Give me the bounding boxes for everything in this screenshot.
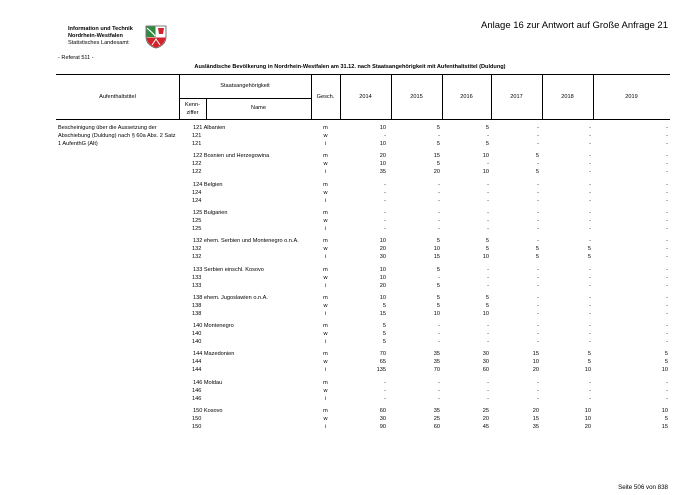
code-cell: 125	[192, 217, 202, 224]
value-cell: 60	[482, 367, 489, 374]
table-group	[56, 209, 670, 233]
value-cell: 10	[379, 125, 386, 131]
value-cell: -	[666, 225, 668, 232]
org-line-2: Nordrhein-Westfalen	[68, 33, 123, 39]
value-cell: 25	[433, 416, 440, 422]
sex-cell: m	[323, 294, 328, 301]
value-cell: 60	[433, 424, 440, 430]
value-cell: -	[666, 387, 668, 394]
value-cell: -	[438, 209, 440, 216]
value-cell: -	[537, 209, 539, 216]
value-cell: -	[384, 225, 386, 232]
value-cell: -	[666, 189, 668, 196]
value-cell: -	[666, 302, 668, 309]
value-cell: 5	[436, 294, 440, 301]
value-cell: -	[537, 323, 539, 330]
code-cell: 122	[192, 161, 202, 168]
code-cell: 122	[192, 169, 202, 176]
value-cell: -	[487, 189, 489, 196]
value-cell: -	[438, 225, 440, 232]
value-cell: -	[589, 169, 591, 176]
value-cell: 5	[436, 266, 440, 273]
sex-cell: i	[324, 310, 327, 317]
value-cell: 35	[532, 424, 539, 430]
col-year-2019: 2019	[625, 94, 638, 100]
value-cell: 10	[433, 310, 440, 317]
value-cell: 5	[485, 294, 489, 301]
value-cell: -	[438, 379, 440, 386]
value-cell: -	[384, 387, 386, 394]
value-cell: 10	[584, 367, 591, 374]
sex-cell: w	[323, 246, 328, 253]
value-cell: -	[666, 197, 668, 204]
value-cell: -	[589, 197, 591, 204]
value-cell: -	[666, 209, 668, 216]
code-cell: 144	[192, 367, 202, 374]
value-cell: 15	[379, 310, 386, 317]
organization-block	[68, 26, 133, 47]
value-cell: -	[487, 266, 489, 273]
value-cell: -	[589, 181, 591, 188]
value-cell: -	[487, 217, 489, 224]
value-cell: 90	[379, 424, 386, 430]
value-cell: -	[438, 395, 440, 402]
value-cell: -	[537, 197, 539, 204]
table-group	[56, 407, 670, 431]
value-cell: 5	[436, 141, 440, 147]
nationality-name: 144 Mazedonien	[193, 351, 235, 358]
value-cell: -	[589, 339, 591, 346]
value-cell: 10	[379, 266, 386, 273]
nationality-name: 125 Bulgarien	[193, 209, 228, 216]
table-group	[56, 124, 670, 148]
page-number: Seite 506 von 838	[618, 484, 668, 491]
value-cell: 30	[482, 359, 489, 366]
value-cell: 20	[379, 282, 386, 289]
col-residence: Aufenthaltstitel	[99, 94, 136, 100]
nationality-name: 138 ehem. Jugoslawien o.n.A.	[193, 294, 268, 301]
table-group	[56, 350, 670, 374]
sex-cell: w	[323, 189, 328, 196]
code-cell: 138	[192, 302, 202, 309]
value-cell: -	[666, 254, 668, 261]
sex-cell: w	[323, 416, 328, 422]
value-cell: -	[589, 323, 591, 330]
value-cell: -	[666, 266, 668, 273]
sex-cell: w	[323, 387, 328, 394]
code-cell: 140	[192, 339, 202, 346]
value-cell: -	[666, 331, 668, 338]
sex-cell: i	[324, 254, 327, 261]
value-cell: -	[438, 189, 440, 196]
value-cell: -	[589, 387, 591, 394]
value-cell: -	[384, 181, 386, 188]
value-cell: -	[487, 387, 489, 394]
value-cell: 5	[587, 246, 591, 253]
value-cell: -	[666, 282, 668, 289]
value-cell: 15	[433, 153, 440, 160]
value-cell: -	[666, 217, 668, 224]
sex-cell: m	[323, 181, 328, 188]
value-cell: -	[666, 161, 668, 168]
nationality-name: 124 Belgien	[193, 181, 223, 188]
sex-cell: i	[324, 395, 327, 402]
value-cell: -	[438, 274, 440, 281]
value-cell: -	[537, 225, 539, 232]
value-cell: 5	[485, 125, 489, 131]
reference-label: - Referat 511 -	[58, 55, 94, 61]
org-line-3: Statistisches Landesamt	[68, 40, 129, 46]
sex-cell: i	[324, 339, 327, 346]
org-line-1: Information und Technik	[68, 26, 133, 32]
value-cell: 65	[379, 359, 386, 366]
sex-cell: i	[324, 197, 327, 204]
value-cell: 10	[379, 161, 386, 168]
value-cell: 5	[664, 359, 668, 366]
value-cell: 5	[535, 153, 539, 160]
value-cell: -	[589, 225, 591, 232]
value-cell: 35	[379, 169, 386, 176]
value-cell: -	[589, 274, 591, 281]
sex-cell: m	[323, 153, 328, 160]
value-cell: -	[438, 197, 440, 204]
value-cell: -	[438, 181, 440, 188]
value-cell: 10	[379, 294, 386, 301]
value-cell: -	[438, 387, 440, 394]
sex-cell: w	[323, 331, 328, 338]
col-year-2014: 2014	[359, 94, 372, 100]
value-cell: 10	[379, 141, 386, 147]
value-cell: -	[537, 282, 539, 289]
value-cell: -	[666, 323, 668, 330]
value-cell: -	[589, 282, 591, 289]
nationality-name: 122 Bosnien und Herzegowina	[193, 153, 270, 160]
value-cell: 10	[584, 408, 591, 414]
table-group	[56, 322, 670, 346]
nationality-name: 146 Moldau	[193, 379, 223, 386]
value-cell: -	[537, 294, 539, 301]
code-cell: 121	[192, 133, 202, 139]
code-cell: 132	[192, 254, 202, 261]
value-cell: -	[384, 133, 386, 139]
value-cell: 10	[379, 238, 386, 245]
value-cell: -	[589, 379, 591, 386]
col-code: Kenn- ziffer	[185, 102, 200, 116]
value-cell: -	[537, 387, 539, 394]
col-year-2018: 2018	[561, 94, 574, 100]
value-cell: -	[537, 302, 539, 309]
value-cell: 10	[433, 246, 440, 253]
value-cell: -	[589, 310, 591, 317]
value-cell: -	[537, 395, 539, 402]
col-year-2015: 2015	[410, 94, 423, 100]
col-year-2016: 2016	[460, 94, 473, 100]
value-cell: -	[589, 238, 591, 245]
value-cell: 5	[436, 238, 440, 245]
value-cell: 35	[433, 351, 440, 358]
value-cell: -	[487, 209, 489, 216]
value-cell: 5	[485, 246, 489, 253]
value-cell: -	[438, 339, 440, 346]
value-cell: -	[589, 161, 591, 168]
value-cell: -	[384, 209, 386, 216]
sex-cell: w	[323, 302, 328, 309]
sex-cell: w	[323, 217, 328, 224]
table-group	[56, 181, 670, 205]
value-cell: -	[537, 331, 539, 338]
sex-cell: m	[323, 379, 328, 386]
value-cell: -	[537, 125, 539, 131]
value-cell: 20	[379, 153, 386, 160]
value-cell: -	[487, 274, 489, 281]
value-cell: 5	[664, 416, 668, 422]
value-cell: -	[666, 379, 668, 386]
table-group	[56, 266, 670, 290]
table-header	[56, 74, 670, 120]
code-cell: 150	[192, 424, 202, 430]
value-cell: 15	[661, 424, 668, 430]
value-cell: -	[487, 339, 489, 346]
sex-cell: m	[323, 266, 328, 273]
value-cell: 5	[382, 339, 386, 346]
sex-cell: m	[323, 238, 328, 245]
value-cell: 10	[532, 359, 539, 366]
value-cell: -	[589, 153, 591, 160]
value-cell: 5	[664, 351, 668, 358]
value-cell: -	[537, 189, 539, 196]
code-cell: 124	[192, 189, 202, 196]
value-cell: 5	[535, 246, 539, 253]
value-cell: 5	[382, 302, 386, 309]
col-name: Name	[251, 105, 266, 111]
value-cell: -	[384, 189, 386, 196]
table-group	[56, 379, 670, 403]
value-cell: 5	[382, 331, 386, 338]
value-cell: -	[537, 266, 539, 273]
value-cell: 5	[485, 302, 489, 309]
value-cell: 5	[535, 169, 539, 176]
value-cell: 5	[436, 161, 440, 168]
value-cell: -	[666, 153, 668, 160]
value-cell: 135	[376, 367, 386, 374]
value-cell: -	[589, 209, 591, 216]
value-cell: 30	[379, 416, 386, 422]
value-cell: -	[487, 133, 489, 139]
sex-cell: m	[323, 351, 328, 358]
value-cell: 10	[482, 169, 489, 176]
value-cell: 20	[433, 169, 440, 176]
value-cell: -	[384, 395, 386, 402]
value-cell: 10	[482, 153, 489, 160]
value-cell: 20	[532, 408, 539, 414]
nationality-name: 150 Kosovo	[193, 408, 223, 414]
code-cell: 133	[192, 282, 202, 289]
value-cell: -	[438, 331, 440, 338]
value-cell: 15	[433, 254, 440, 261]
value-cell: 5	[382, 323, 386, 330]
sex-cell: w	[323, 359, 328, 366]
col-nationality: Staatsangehörigkeit	[220, 83, 270, 89]
value-cell: 5	[485, 238, 489, 245]
value-cell: 5	[436, 302, 440, 309]
value-cell: 20	[584, 424, 591, 430]
value-cell: 70	[379, 351, 386, 358]
value-cell: -	[666, 395, 668, 402]
value-cell: -	[666, 274, 668, 281]
code-cell: 144	[192, 359, 202, 366]
value-cell: -	[537, 161, 539, 168]
value-cell: 10	[661, 408, 668, 414]
value-cell: 30	[379, 254, 386, 261]
code-cell: 125	[192, 225, 202, 232]
value-cell: -	[487, 395, 489, 402]
value-cell: -	[589, 395, 591, 402]
nationality-name: 121 Albanien	[193, 125, 226, 131]
col-sex: Gesch.	[316, 94, 335, 100]
value-cell: 20	[379, 246, 386, 253]
value-cell: -	[537, 238, 539, 245]
value-cell: -	[589, 133, 591, 139]
sex-cell: i	[324, 367, 327, 374]
value-cell: -	[589, 266, 591, 273]
value-cell: 25	[482, 408, 489, 414]
sex-cell: i	[324, 225, 327, 232]
value-cell: -	[666, 125, 668, 131]
value-cell: -	[438, 323, 440, 330]
sex-cell: m	[323, 408, 328, 414]
value-cell: -	[487, 282, 489, 289]
table-group	[56, 237, 670, 261]
value-cell: -	[487, 331, 489, 338]
code-cell: 140	[192, 331, 202, 338]
code-cell: 146	[192, 387, 202, 394]
value-cell: 10	[482, 254, 489, 261]
sex-cell: w	[323, 133, 328, 139]
value-cell: -	[384, 379, 386, 386]
value-cell: 10	[482, 310, 489, 317]
value-cell: 10	[379, 274, 386, 281]
sex-cell: m	[323, 209, 328, 216]
value-cell: 5	[535, 254, 539, 261]
sex-cell: i	[324, 169, 327, 176]
nationality-name: 133 Serbien einschl. Kosovo	[193, 266, 264, 273]
value-cell: -	[537, 133, 539, 139]
table-title: Ausländische Bevölkerung in Nordrhein-Westfalen am 31.12. nach Staatsangehörigkeit mit Aufenthaltstitel (Duldung)	[194, 64, 506, 70]
value-cell: -	[487, 161, 489, 168]
sex-cell: i	[324, 282, 327, 289]
value-cell: -	[589, 141, 591, 147]
value-cell: -	[666, 141, 668, 147]
value-cell: 35	[433, 359, 440, 366]
col-year-2017: 2017	[510, 94, 523, 100]
value-cell: -	[666, 339, 668, 346]
value-cell: 30	[482, 351, 489, 358]
code-cell: 150	[192, 416, 202, 422]
sex-cell: i	[324, 424, 327, 430]
table-group	[56, 152, 670, 176]
value-cell: -	[589, 189, 591, 196]
sex-cell: i	[324, 141, 327, 147]
residence-title: Bescheinigung über die Aussetzung der Abschiebung (Duldung) nach § 60a Abs. 2 Satz 1 AufenthG (Alt)	[58, 125, 176, 147]
value-cell: 5	[587, 351, 591, 358]
table-group	[56, 294, 670, 318]
value-cell: -	[537, 217, 539, 224]
sex-cell: m	[323, 125, 328, 131]
value-cell: 60	[379, 408, 386, 414]
code-cell: 121	[192, 141, 202, 147]
nrw-coat-of-arms-icon	[145, 25, 167, 49]
value-cell: 10	[661, 367, 668, 374]
nationality-name: 140 Montenegro	[193, 323, 234, 330]
value-cell: 15	[532, 416, 539, 422]
value-cell: 45	[482, 424, 489, 430]
value-cell: -	[666, 181, 668, 188]
value-cell: 70	[433, 367, 440, 374]
value-cell: -	[666, 310, 668, 317]
value-cell: -	[384, 197, 386, 204]
value-cell: -	[666, 294, 668, 301]
value-cell: -	[537, 310, 539, 317]
value-cell: -	[589, 331, 591, 338]
sex-cell: m	[323, 323, 328, 330]
sex-cell: w	[323, 274, 328, 281]
value-cell: 5	[485, 141, 489, 147]
value-cell: -	[537, 379, 539, 386]
value-cell: -	[537, 339, 539, 346]
value-cell: -	[487, 181, 489, 188]
value-cell: 15	[532, 351, 539, 358]
code-cell: 138	[192, 310, 202, 317]
code-cell: 146	[192, 395, 202, 402]
code-cell: 124	[192, 197, 202, 204]
value-cell: -	[487, 323, 489, 330]
value-cell: 20	[532, 367, 539, 374]
value-cell: -	[487, 379, 489, 386]
value-cell: -	[589, 125, 591, 131]
value-cell: 5	[587, 359, 591, 366]
value-cell: 5	[587, 254, 591, 261]
value-cell: 5	[436, 282, 440, 289]
value-cell: -	[438, 133, 440, 139]
value-cell: 20	[482, 416, 489, 422]
value-cell: -	[666, 246, 668, 253]
value-cell: -	[589, 302, 591, 309]
value-cell: -	[589, 294, 591, 301]
value-cell: -	[487, 197, 489, 204]
annex-title: Anlage 16 zur Antwort auf Große Anfrage 21	[481, 20, 668, 31]
value-cell: -	[537, 274, 539, 281]
value-cell: 10	[584, 416, 591, 422]
value-cell: -	[666, 133, 668, 139]
value-cell: -	[384, 217, 386, 224]
value-cell: -	[666, 238, 668, 245]
value-cell: 5	[436, 125, 440, 131]
value-cell: 35	[433, 408, 440, 414]
nationality-name: 132 ehem. Serbien und Montenegro o.n.A.	[193, 238, 299, 245]
value-cell: -	[589, 217, 591, 224]
value-cell: -	[537, 141, 539, 147]
sex-cell: w	[323, 161, 328, 168]
value-cell: -	[487, 225, 489, 232]
code-cell: 132	[192, 246, 202, 253]
value-cell: -	[537, 181, 539, 188]
value-cell: -	[666, 169, 668, 176]
code-cell: 133	[192, 274, 202, 281]
value-cell: -	[438, 217, 440, 224]
